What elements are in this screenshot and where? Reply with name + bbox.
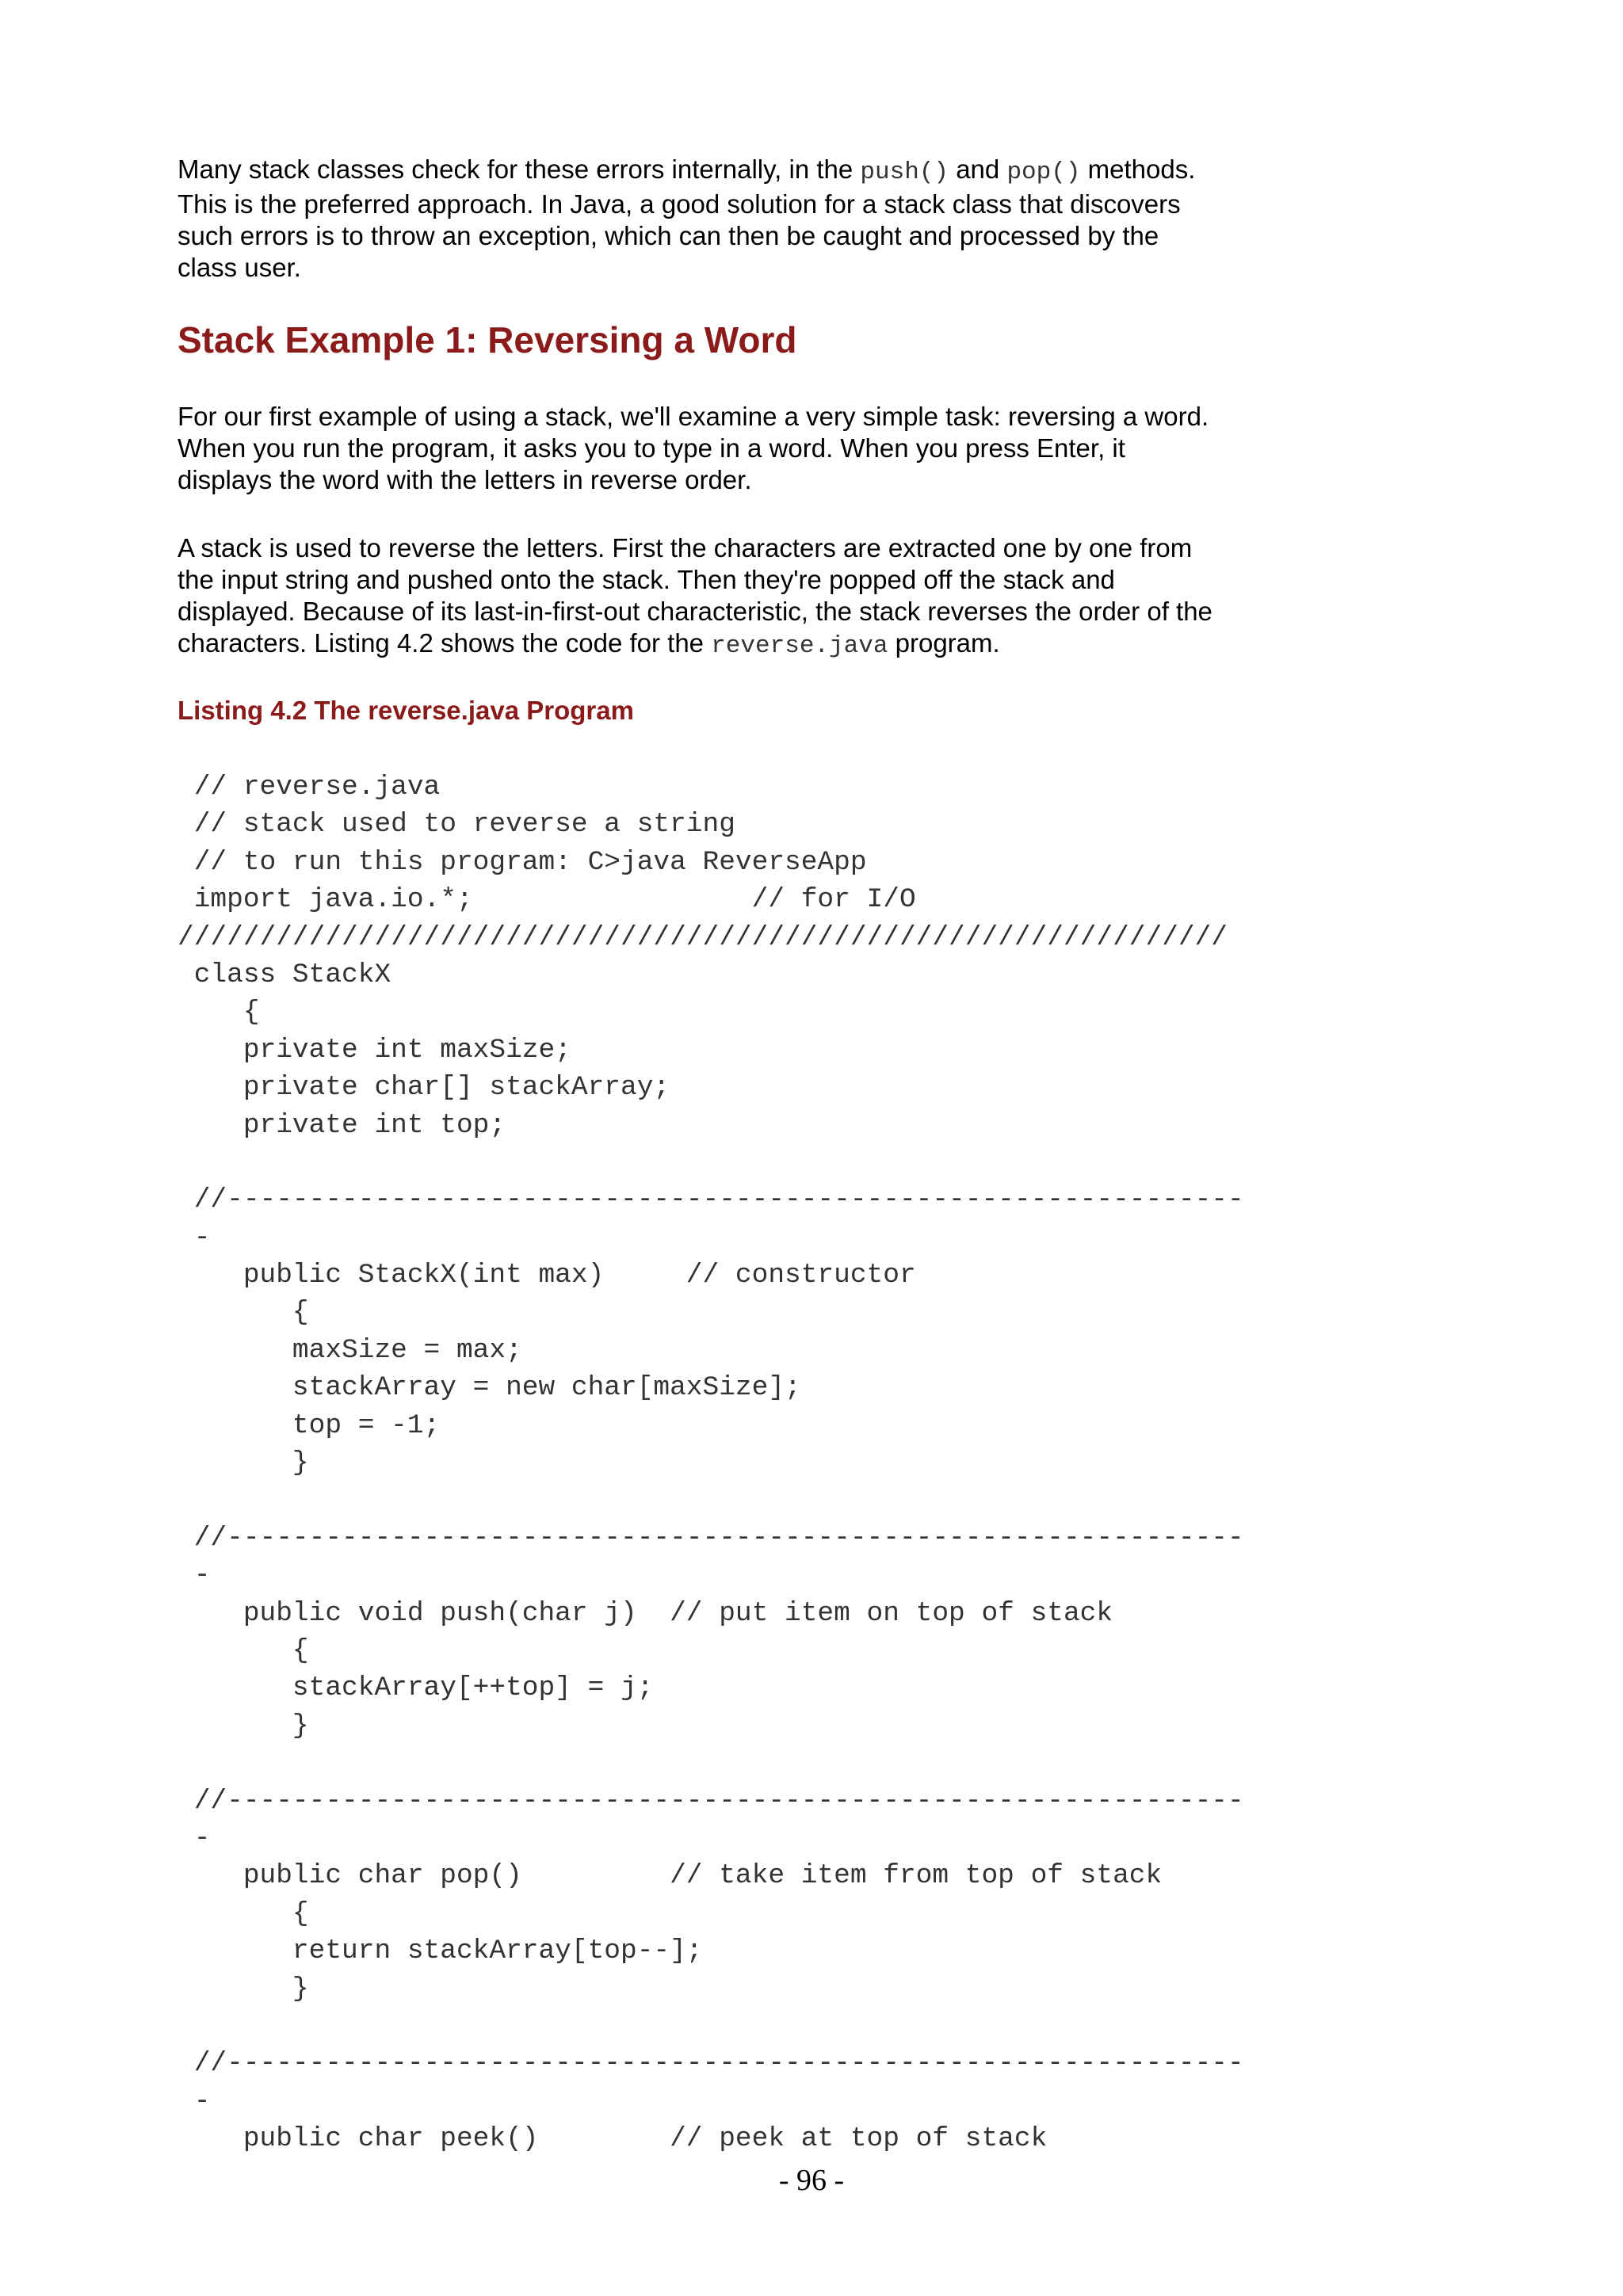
- code-line: public char peek() // peek at top of stack: [178, 2123, 1048, 2155]
- code-line: }: [178, 1710, 309, 1741]
- second-line-3: displayed. Because of its last-in-first-out characteristic, the stack reverses the order of the: [178, 597, 1212, 626]
- section-heading: Stack Example 1: Reversing a Word: [178, 319, 797, 360]
- second-line-4: characters. Listing 4.2 shows the code for the reverse.java program.: [178, 628, 1000, 660]
- code-line: public StackX(int max) // constructor: [178, 1260, 916, 1291]
- code-line: return stackArray[top--];: [178, 1936, 703, 1967]
- code-line: -: [178, 1822, 211, 1854]
- listing-caption: Listing 4.2 The reverse.java Program: [178, 696, 634, 725]
- code-line: //--------------------------------------------------------------: [178, 1522, 1244, 1554]
- first-example-paragraph: [178, 401, 1209, 496]
- code-line: {: [178, 1634, 309, 1666]
- code-line: stackArray = new char[maxSize];: [178, 1372, 801, 1404]
- intro-line-3: such errors is to throw an exception, which can then be caught and processed by the: [178, 221, 1159, 250]
- code-line: private int maxSize;: [178, 1034, 571, 1066]
- first-line-2: When you run the program, it asks you to type in a word. When you press Enter, it: [178, 433, 1125, 463]
- code-line: // to run this program: C>java ReverseApp: [178, 846, 867, 878]
- code-line: [178, 1482, 1244, 1519]
- code-line: //--------------------------------------------------------------: [178, 1184, 1244, 1216]
- page-number: - 96 -: [778, 2164, 845, 2197]
- push-method-code: push(): [860, 158, 949, 186]
- code-line: ////////////////////////////////////////////////////////////////: [178, 921, 1228, 953]
- second-line-1: A stack is used to reverse the letters. First the characters are extracted one by one from: [178, 533, 1193, 563]
- first-line-3: displays the word with the letters in reverse order.: [178, 465, 752, 494]
- code-line: import java.io.*; // for I/O: [178, 884, 916, 916]
- code-line: [178, 1745, 1244, 1782]
- code-line: -: [178, 1222, 211, 1253]
- intro-paragraph: [178, 154, 1195, 284]
- code-line: stackArray[++top] = j;: [178, 1672, 654, 1704]
- intro-line-1: Many stack classes check for these errors internally, in the push() and pop() methods.: [178, 154, 1196, 186]
- code-line: {: [178, 997, 260, 1028]
- code-line: -: [178, 2085, 211, 2117]
- first-line-1: For our first example of using a stack, we'll examine a very simple task: reversing a word.: [178, 402, 1209, 431]
- second-line-2: the input string and pushed onto the stack. Then they're popped off the stack and: [178, 565, 1115, 594]
- code-line: }: [178, 1973, 309, 2004]
- intro-line-2: This is the preferred approach. In Java, a good solution for a stack class that discovers: [178, 189, 1181, 219]
- code-line: }: [178, 1447, 309, 1479]
- code-line: public void push(char j) // put item on top of stack: [178, 1597, 1113, 1629]
- code-line: public char pop() // take item from top of stack: [178, 1860, 1163, 1892]
- stack-explanation-paragraph: [178, 532, 1212, 662]
- code-line: maxSize = max;: [178, 1334, 522, 1366]
- code-listing: [178, 769, 1244, 2157]
- code-line: top = -1;: [178, 1409, 441, 1441]
- code-line: [178, 2008, 1244, 2045]
- code-line: [178, 1144, 1244, 1181]
- code-line: //--------------------------------------------------------------: [178, 1785, 1244, 1817]
- code-line: private char[] stackArray;: [178, 1072, 670, 1104]
- code-line: {: [178, 1897, 309, 1929]
- code-line: -: [178, 1560, 211, 1592]
- code-line: class StackX: [178, 959, 391, 990]
- code-line: private int top;: [178, 1109, 506, 1141]
- code-line: {: [178, 1297, 309, 1329]
- pop-method-code: pop(): [1006, 158, 1081, 186]
- code-line: // reverse.java: [178, 772, 441, 803]
- code-line: // stack used to reverse a string: [178, 809, 735, 841]
- code-line: //--------------------------------------------------------------: [178, 2048, 1244, 2080]
- reverse-java-code: reverse.java: [711, 632, 888, 660]
- intro-line-4: class user.: [178, 253, 301, 282]
